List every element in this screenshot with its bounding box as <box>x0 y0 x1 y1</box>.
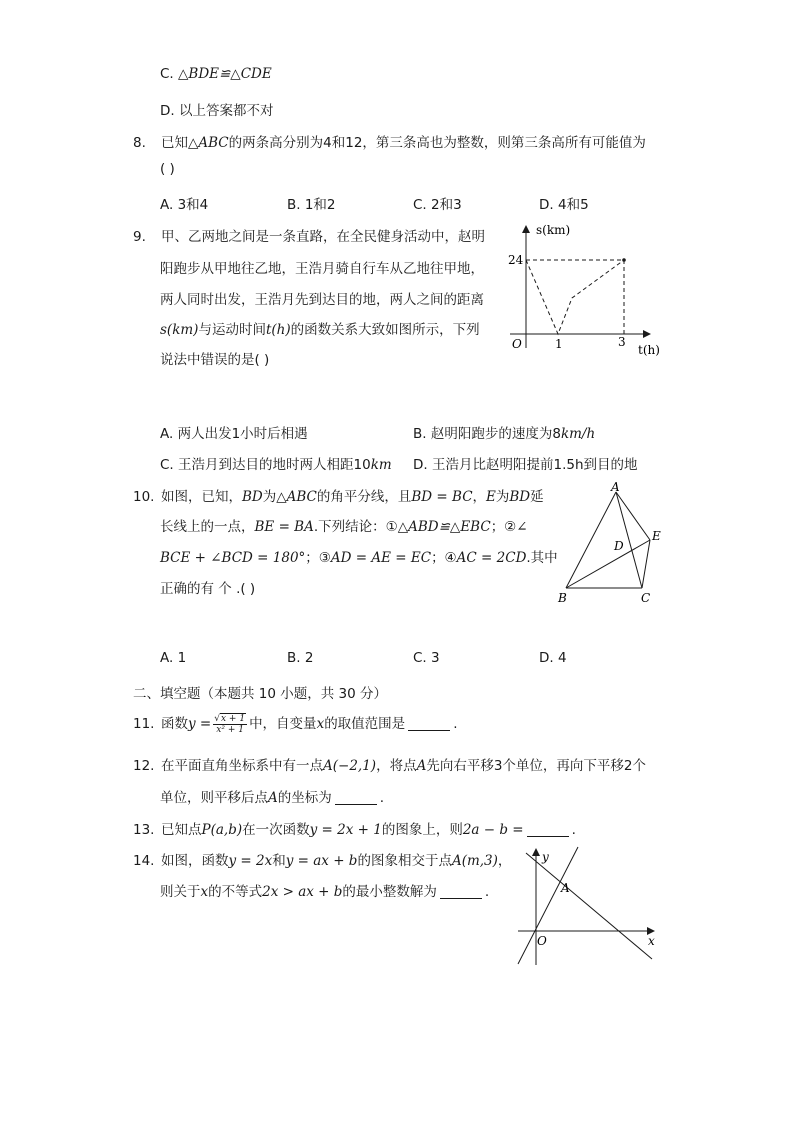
q14-linear-functions-graph <box>512 843 662 968</box>
q9-option-c: C. 王浩月到达目的地时两人相距10km <box>160 457 392 473</box>
q10-label-E: E <box>652 529 661 543</box>
q14-answer-blank[interactable] <box>440 884 482 899</box>
q10-label-A: A <box>611 480 620 494</box>
q9-stem-line2: 阳跑步从甲地往乙地，王浩月骑自行车从乙地往甲地， <box>160 261 484 277</box>
q9-x-label: t(h) <box>638 343 660 357</box>
q9-y-tick: 24 <box>508 253 524 267</box>
q10-option-d: D. 4 <box>539 650 567 666</box>
q10-triangle-figure <box>552 478 672 610</box>
q9-option-a: A. 两人出发1小时后相遇 <box>160 426 308 442</box>
q11-answer-blank[interactable] <box>408 716 450 731</box>
q9-distance-time-graph <box>500 218 670 358</box>
q9-x-tick-3: 3 <box>618 335 626 349</box>
q14-label-y: y <box>542 850 549 864</box>
q9-curve <box>526 260 624 334</box>
q14-stem-line2: 则关于x的不等式2x > ax + b的最小整数解为 . <box>160 884 490 900</box>
q13-answer-blank[interactable] <box>527 822 569 837</box>
q9-option-d: D. 王浩月比赵明阳提前1.5h到目的地 <box>413 457 638 473</box>
q12-answer-blank[interactable] <box>335 790 377 805</box>
q11-stem: 11. 函数y = $\frac{√x + 1}{\text{x² + 1}}$ 中，自变量x的取值范围是 . <box>133 713 458 735</box>
q8-option-a: A. 3和4 <box>160 197 209 213</box>
q9-origin: O <box>512 337 522 351</box>
q10-seg-AE <box>616 492 650 540</box>
q12-stem-line1: 12. 在平面直角坐标系中有一点A(−2,1)，将点A先向右平移3个单位，再向下平移2个 <box>133 758 647 774</box>
q14-line-y-2x <box>518 847 578 964</box>
section-2-title: 二、填空题（本题共 10 小题，共 30 分） <box>133 686 388 702</box>
q7-option-d: D. 以上答案都不对 <box>160 103 274 119</box>
q10-option-a: A. 1 <box>160 650 187 666</box>
q10-stem-line3: BCE + ∠BCD = 180°；③AD = AE = EC；④AC = 2CD.其中 <box>160 550 558 566</box>
q9-point-end <box>622 258 626 262</box>
q10-option-c: C. 3 <box>413 650 440 666</box>
q13-stem: 13. 已知点P(a,b)在一次函数y = 2x + 1的图象上，则2a − b = . <box>133 822 576 838</box>
q9-y-label: s(km) <box>536 223 571 237</box>
q10-stem-line2: 长线上的一点，BE = BA.下列结论：①△ABD≌△EBC；②∠ <box>160 519 528 535</box>
q10-seg-EC <box>642 540 650 588</box>
q9-stem-line4: s(km)与运动时间t(h)的函数关系大致如图所示，下列 <box>160 322 480 338</box>
q10-stem-line4: 正确的有 个 .( ) <box>160 581 256 597</box>
q9-x-tick-1: 1 <box>555 337 563 351</box>
q11-fraction: $\frac{√x + 1}{\text{x² + 1}}$ <box>214 713 246 735</box>
q9-stem-line1: 9. 甲、乙两地之间是一条直路，在全民健身活动中，赵明 <box>133 229 485 245</box>
q14-stem-line1: 14. 如图，函数y = 2x和y = ax + b的图象相交于点A(m,3)， <box>133 853 512 869</box>
q7-option-c: C. △BDE≌△CDE <box>160 66 272 82</box>
q12-stem-line2: 单位，则平移后点A的坐标为 . <box>160 790 385 806</box>
q8-stem: 8. 已知△ABC的两条高分别为4和12，第三条高也为整数，则第三条高所有可能值为 <box>133 135 646 151</box>
q14-label-A: A <box>561 881 570 895</box>
q14-label-x: x <box>648 934 655 948</box>
q8-option-c: C. 2和3 <box>413 197 462 213</box>
q10-label-B: B <box>558 591 567 605</box>
q8-option-b: B. 1和2 <box>287 197 336 213</box>
q10-label-D: D <box>614 539 624 553</box>
q10-option-b: B. 2 <box>287 650 314 666</box>
q9-option-b: B. 赵明阳跑步的速度为8km/h <box>413 426 596 442</box>
q9-stem-line5: 说法中错误的是( ) <box>160 352 270 368</box>
q8-stem-line2: ( ) <box>160 161 175 177</box>
q9-stem-line3: 两人同时出发，王浩月先到达目的地，两人之间的距离 <box>160 292 484 308</box>
q8-option-d: D. 4和5 <box>539 197 589 213</box>
q14-label-O: O <box>537 934 547 948</box>
q10-stem-line1: 10. 如图，已知，BD为△ABC的角平分线，且BD = BC，E为BD延 <box>133 489 544 505</box>
q10-label-C: C <box>641 591 651 605</box>
